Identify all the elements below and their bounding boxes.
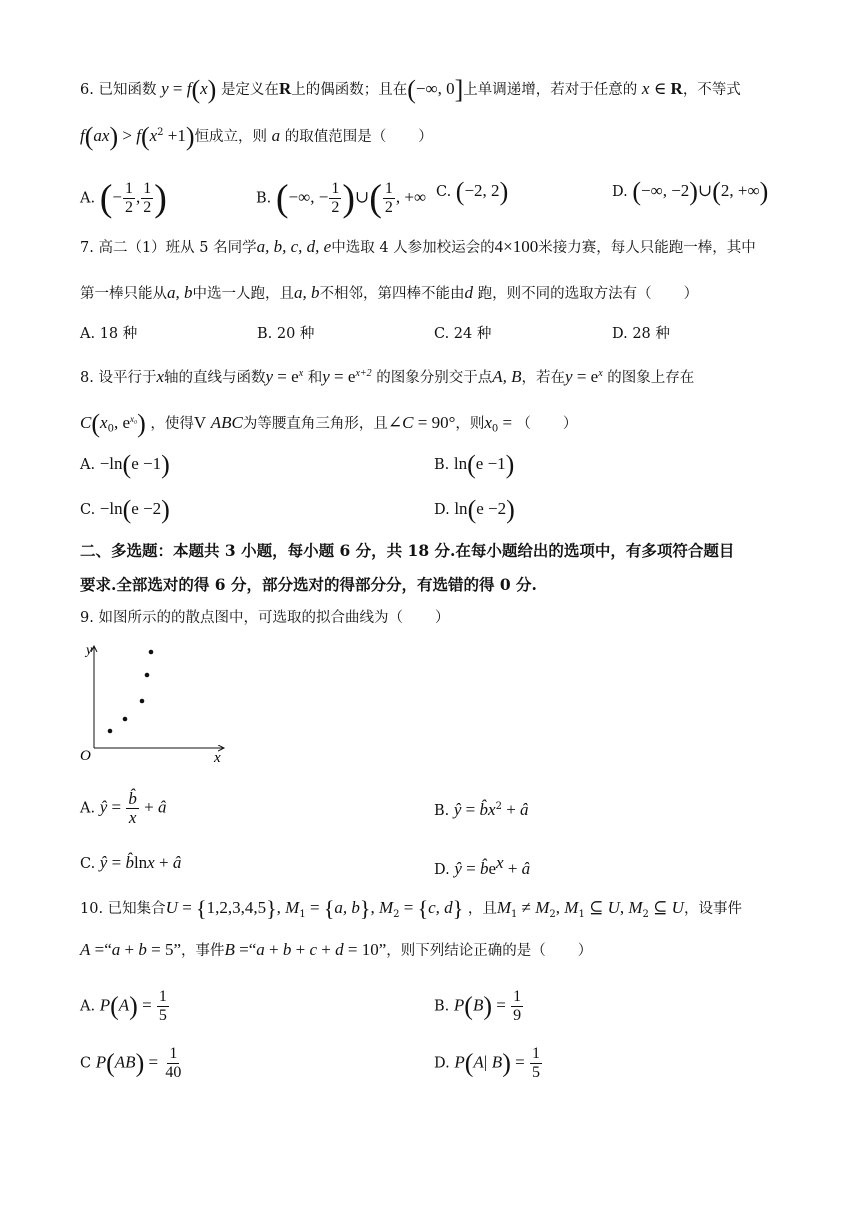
q8-line2: $C(x_0$, $e^{x_0}$) ，使得V ABC为等腰直角三角形，且∠C = 90°，则$x_0$ = （ ） xyxy=(80,408,578,438)
q8-option-d[interactable]: D. ln(e −2) xyxy=(434,495,515,524)
q7-number: 7. xyxy=(80,240,94,256)
q6-text: 的取值范围是（ xyxy=(284,128,387,145)
q7-option-b[interactable]: B. 20 种 xyxy=(257,326,315,342)
q8-option-b[interactable]: B. ln(e −1) xyxy=(434,450,515,479)
q8-line1: 8. 设平行于x轴的直线与函数$y = e^x$ 和$y = e^{x+2}$ 的图象分别交于点A, B，若在$y = e^x$ 的图象上存在 xyxy=(80,366,695,386)
q9-option-b[interactable]: B. ŷ = $b̂x^2$ + â xyxy=(434,799,529,819)
scatter-plot-svg xyxy=(80,640,230,765)
q6-text: 上单调递增，若对于任意的 xyxy=(463,82,638,98)
q6-line1: 6. 已知函数 y = f(x) 是定义在R上的偶函数；且在(−∞, 0]上单调递增，若对于任意的 x ∈ R，不等式 xyxy=(80,75,741,104)
q6-option-c[interactable]: C. (−2, 2) xyxy=(436,177,509,206)
x-axis-label: x xyxy=(214,750,221,765)
q6-math: y xyxy=(161,79,169,98)
q7-option-c[interactable]: C. 24 种 xyxy=(434,326,492,342)
q10-option-a[interactable]: A. P(A) = $\frac{1}{5}$ xyxy=(80,988,167,1024)
scatter-point xyxy=(145,673,150,678)
q10-line1: 10. 已知集合U = {1,2,3,4,5}, $M_1 = \{a$, b}, $M_2 = \{c$, d} ，且$M_1 \ne M_2$, $M_1$ ⊆ U, $M_2$ ⊆ U，设事件 xyxy=(80,896,742,921)
q6-text: 恒成立，则 xyxy=(194,128,268,145)
q7-option-a[interactable]: A. 18 种 xyxy=(80,326,138,342)
section-heading-line2: 要求.全部选对的得 6 分，部分选对的得部分分，有选错的得 0 分. xyxy=(80,575,537,594)
q10-option-d[interactable]: D. P(A| B) = $\frac{1}{5}$ xyxy=(434,1045,540,1081)
origin-label: O xyxy=(80,748,91,764)
q6-text: ） xyxy=(418,128,433,145)
q10-number: 10. xyxy=(80,901,104,917)
q6-number: 6. xyxy=(80,82,94,98)
q8-option-a[interactable]: A. −ln(e −1) xyxy=(80,450,170,479)
scatter-point xyxy=(108,729,113,734)
q6-text: ，不等式 xyxy=(682,82,741,98)
section-heading-line1: 二、多选题：本题共 3 小题，每小题 6 分，共 18 分.在每小题给出的选项中，有多项符合题目 xyxy=(80,541,735,560)
q9-option-d[interactable]: D. ŷ = $b̂e^x$ + â xyxy=(434,853,531,878)
scatter-point xyxy=(140,699,145,704)
q10-option-b[interactable]: B. P(B) = $\frac{1}{9}$ xyxy=(434,988,522,1024)
scatter-plot xyxy=(80,640,230,765)
q10-line2: A =“a + b = 5”，事件B =“a + b + c + d = 10”，则下列结论正确的是（ ） xyxy=(80,940,593,959)
q10-option-c[interactable]: C P(AB) = $\frac{1}{40}$ xyxy=(80,1045,182,1081)
q7-line1: 7. 高二（1）班从 5 名同学a, b, c, d, e中选取 4 人参加校运会的4×100米接力赛，每人只能跑一棒，其中 xyxy=(80,237,756,256)
q7-line2: 第一棒只能从a, b中选一人跑，且a, b不相邻，第四棒不能由d 跑，则不同的选取方法有（ ） xyxy=(80,283,699,302)
y-axis-label: y xyxy=(86,643,93,658)
q9-option-c[interactable]: C. ŷ = b̂lnx + â xyxy=(80,853,182,872)
q6-option-a[interactable]: A. (− $\frac{1}{2}$ , $\frac{1}{2}$ ) xyxy=(80,177,167,220)
q8-number: 8. xyxy=(80,369,94,386)
q6-text: 已知函数 xyxy=(98,82,157,98)
scatter-point xyxy=(123,717,128,722)
q6-text: 是定义在 xyxy=(220,82,279,98)
q8-option-c[interactable]: C. −ln(e −2) xyxy=(80,495,170,524)
q9-option-a[interactable]: A. ŷ = $\frac{b̂}{x}$ + â xyxy=(80,789,167,827)
q7-option-d[interactable]: D. 28 种 xyxy=(612,326,670,342)
scatter-point xyxy=(149,650,154,655)
q9-line1: 9. 如图所示的的散点图中，可选取的拟合曲线为（ ） xyxy=(80,610,450,626)
q9-number: 9. xyxy=(80,610,94,626)
q6-option-d[interactable]: D. (−∞, −2)∪(2, +∞) xyxy=(612,177,769,206)
q6-line2: $f(ax) > f(x^2 +1)$恒成立，则 a 的取值范围是（ ） xyxy=(80,121,433,151)
q6-option-b[interactable]: B. (−∞, − $\frac{1}{2}$ )∪( $\frac{1}{2}$ , +∞ xyxy=(256,177,427,220)
q6-text: 上的偶函数；且在 xyxy=(291,82,408,98)
